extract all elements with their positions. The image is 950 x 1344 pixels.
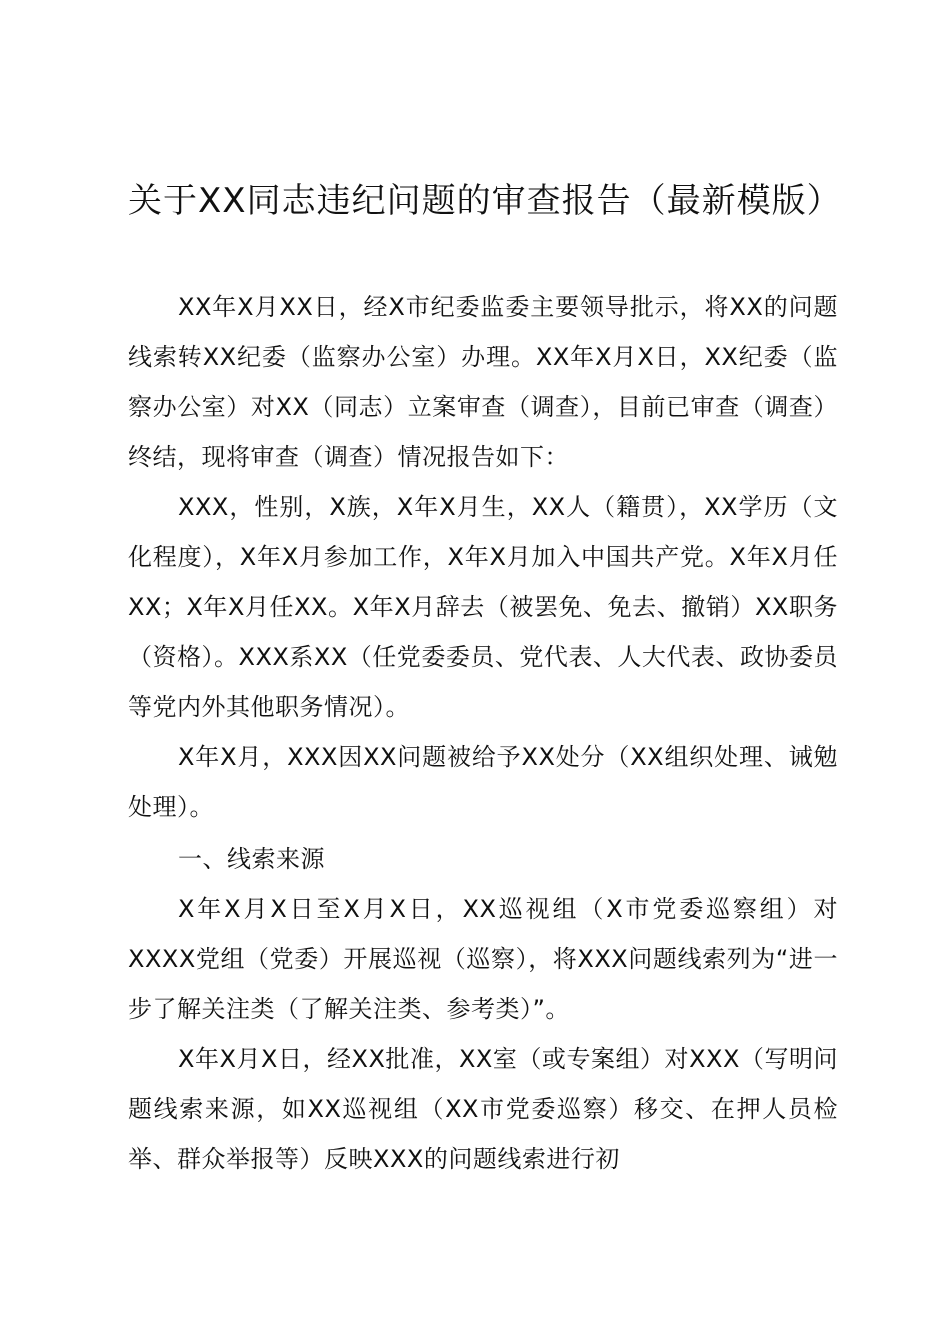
document-body (128, 282, 838, 1184)
paragraph-personal-info: XXX，性别，X族，X年X月生，XX人（籍贯），XX学历（文化程度），X年X月参加工作，X年X月加入中国共产党。X年X月任XX；X年X月任XX。X年X月辞去（被罢免、免去、撤销）XX职务（资格）。XXX系XX（任党委委员、党代表、人大代表、政协委员等党内外其他职务情况）。 (128, 493, 838, 721)
paragraph-prior-discipline: X年X月，XXX因XX问题被给予XX处分（XX组织处理、诫勉处理）。 (128, 743, 838, 821)
paragraph-preliminary-check: X年X月X日，经XX批准，XX室（或专案组）对XXX（写明问题线索来源，如XX巡视组（XX市党委巡察）移交、在押人员检举、群众举报等）反映XXX的问题线索进行初 (128, 1045, 838, 1173)
section-heading-clue-source: 一、线索来源 (178, 845, 325, 873)
document-title: 关于XX同志违纪问题的审查报告（最新模版） (128, 181, 842, 221)
paragraph-case-intro: XX年X月XX日，经X市纪委监委主要领导批示，将XX的问题线索转XX纪委（监察办公室）办理。XX年X月X日，XX纪委（监察办公室）对XX（同志）立案审查（调查），目前已审查（调查）终结，现将审查（调查）情况报告如下： (128, 293, 838, 471)
paragraph-inspection-clue: X年X月X日至X月X日，XX巡视组（X市党委巡察组）对XXXX党组（党委）开展巡视（巡察），将XXX问题线索列为“进一步了解关注类（了解关注类、参考类）”。 (128, 895, 838, 1023)
